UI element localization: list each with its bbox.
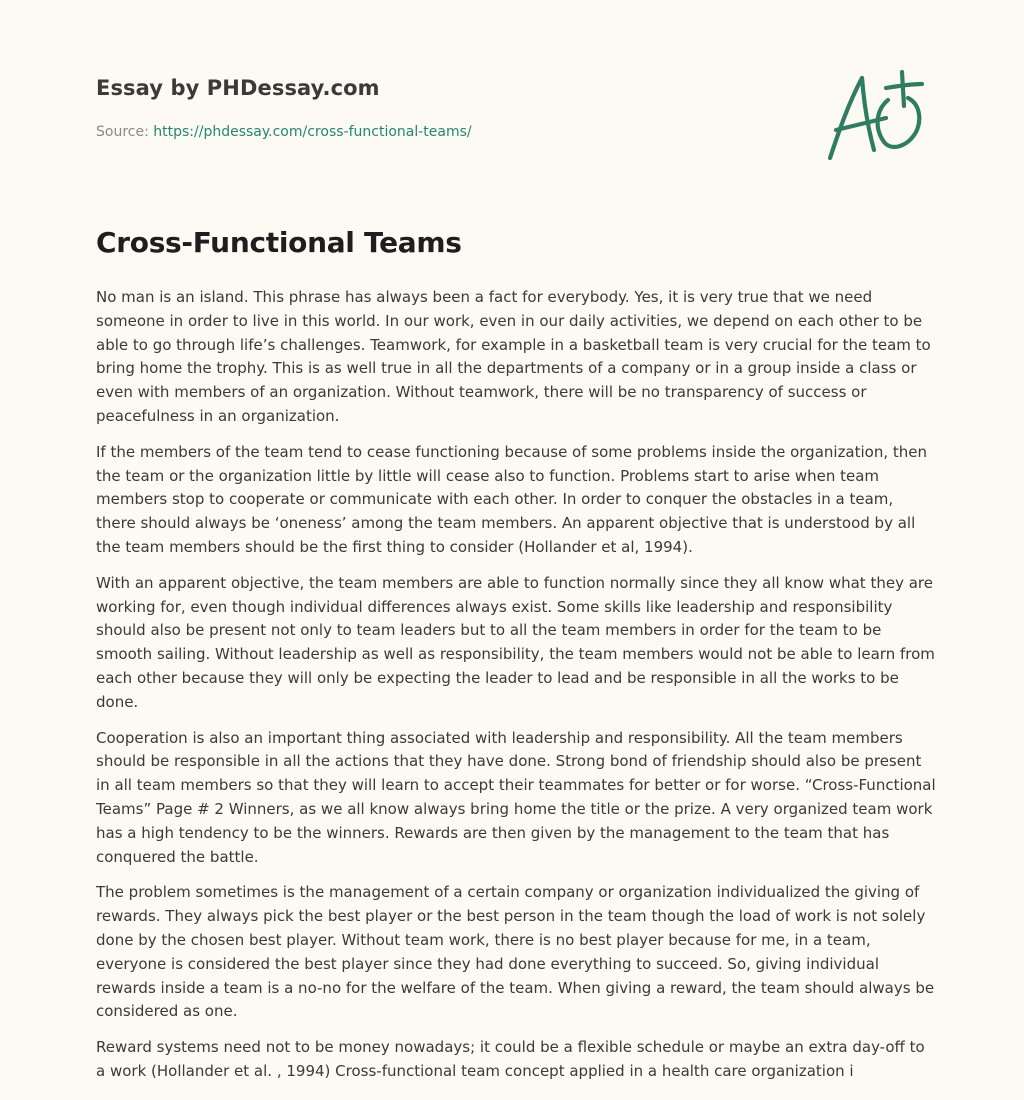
essay-paragraph: Reward systems need not to be money nowadays; it could be a flexible schedule or maybe an extra day-off to a work (Hollander et al. , 1994) Cross-functional team concept applied in a health care organization i <box>96 1038 925 1080</box>
essay-paragraph: No man is an island. This phrase has always been a fact for everybody. Yes, it is very true that we need someone in order to live in this world. In our work, even in our daily activities, we depend on each other to be able to go through life’s challenges. Teamwork, for example in a basketball team is very crucial for the team to bring home the trophy. This is as well true in all the departments of a company or in a group inside a class or even with members of an organization. Without teamwork, there will be no transparency of success or peacefulness in an organization. <box>96 288 931 425</box>
source-line <box>96 124 472 140</box>
essay-title: Cross-Functional Teams <box>96 226 462 259</box>
a-plus-logo-icon <box>822 66 926 166</box>
essay-paragraph: If the members of the team tend to cease functioning because of some problems inside the organization, then the team or the organization little by little will cease also to function. Problems start to arise when team members stop to cooperate or communicate with each other. In order to conquer the obstacles in a team, there should always be ‘oneness’ among the team members. An apparent objective that is understood by all the team members should be the first thing to consider (Hollander et al, 1994). <box>96 442 928 556</box>
source-link[interactable]: https://phdessay.com/cross-functional-teams/ <box>153 124 472 140</box>
source-label: Source: <box>96 124 149 140</box>
brand-title: Essay by PHDessay.com <box>96 76 380 100</box>
essay-paragraph: With an apparent objective, the team members are able to function normally since they all know what they are working for, even though individual differences always exist. Some skills like leadership and responsibility should also be present not only to team leaders but to all the team members in order for the team to be smooth sailing. Without leadership as well as responsibility, the team members would not be able to learn from each other because they will only be expecting the leader to lead and be responsible in all the works to be done. <box>96 573 935 711</box>
essay-paragraph: The problem sometimes is the management of a certain company or organization individualized the giving of rewards. They always pick the best player or the best person in the team though the load of work is not solely done by the chosen best player. Without team work, there is no best player because for me, in a team, everyone is considered the best player since they had done everything to succeed. So, giving individual rewards inside a team is a no-no for the welfare of the team. When giving a reward, the team should always be considered as one. <box>96 883 935 1021</box>
essay-paragraph: Cooperation is also an important thing associated with leadership and responsibility. All the team members should be responsible in all the actions that they have done. Strong bond of friendship should also be present in all team members so that they will learn to accept their teammates for better or for worse. “Cross-Functional Teams” Page # 2 Winners, as we all know always bring home the title or the prize. A very organized team work has a high tendency to be the winners. Rewards are then given by the management to the team that has conquered the battle. <box>96 728 936 866</box>
essay-body <box>96 286 936 1096</box>
